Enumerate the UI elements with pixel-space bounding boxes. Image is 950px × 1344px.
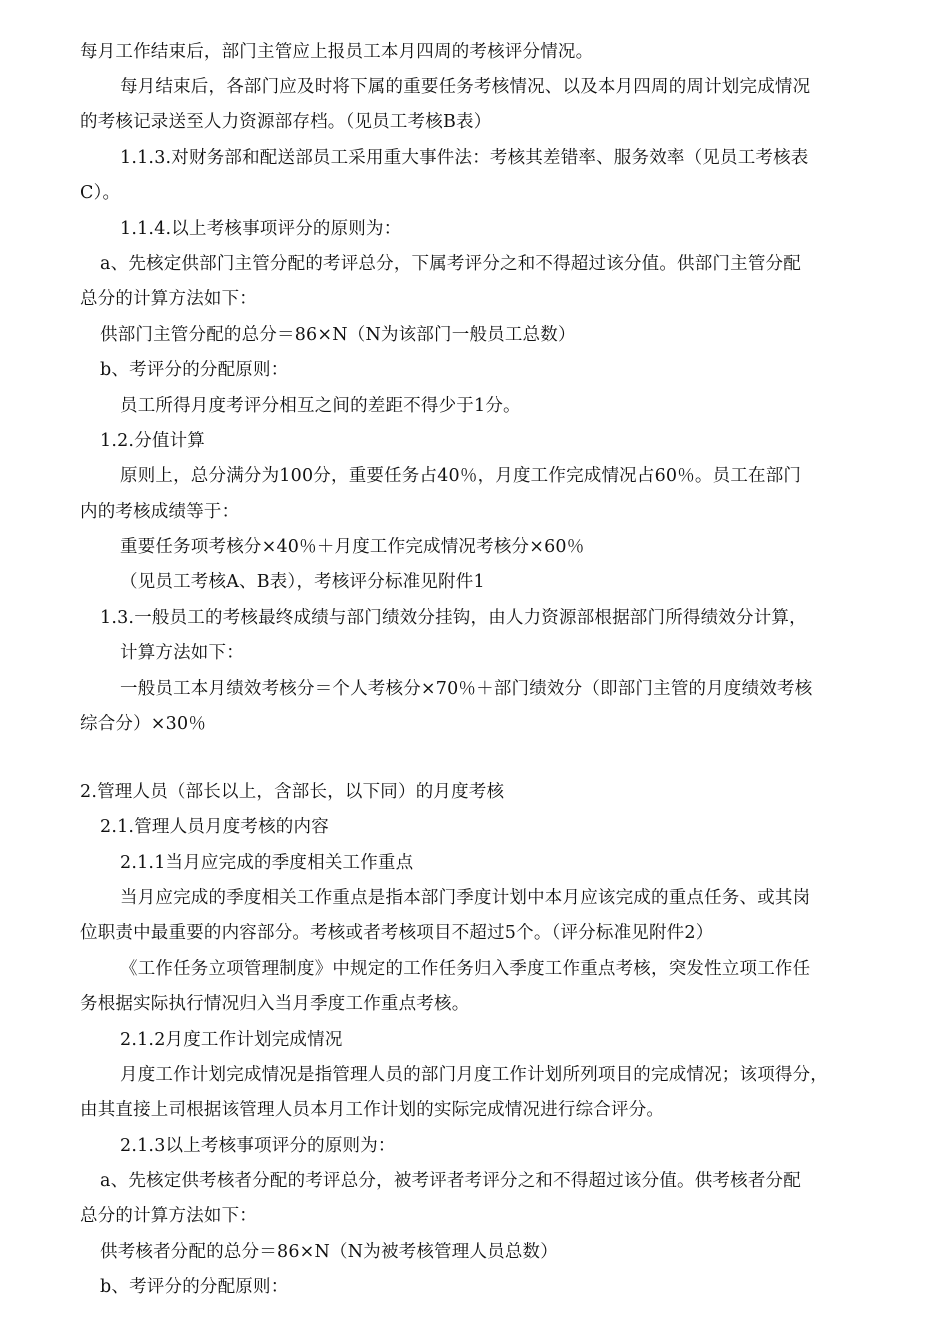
section-heading: 1.1.3.对财务部和配送部员工采用重大事件法：考核其差错率、服务效率（见员工考核表 bbox=[120, 148, 809, 168]
paragraph-line: 每月结束后，各部门应及时将下属的重要任务考核情况、以及本月四周的周计划完成情况 bbox=[120, 77, 811, 97]
paragraph-line: 原则上，总分满分为100分，重要任务占40％，月度工作完成情况占60％。员工在部门 bbox=[120, 466, 802, 486]
paragraph-line: 当月应完成的季度相关工作重点是指本部门季度计划中本月应该完成的重点任务、或其岗 bbox=[120, 888, 811, 908]
paragraph-line: 员工所得月度考评分相互之间的差距不得少于1分。 bbox=[120, 396, 521, 416]
list-item-a: a、先核定供考核者分配的考评总分，被考评者考评分之和不得超过该分值。供考核者分配 bbox=[100, 1171, 801, 1191]
paragraph-line: 总分的计算方法如下： bbox=[80, 289, 257, 309]
paragraph-line: 综合分）×30％ bbox=[80, 714, 207, 734]
paragraph-line: C）。 bbox=[80, 183, 121, 203]
paragraph-line: （见员工考核A、B表），考核评分标准见附件1 bbox=[120, 572, 485, 592]
section-heading: 1.1.4.以上考核事项评分的原则为： bbox=[120, 219, 402, 239]
chapter-heading: 2.管理人员（部长以上，含部长，以下同）的月度考核 bbox=[80, 782, 505, 802]
paragraph-line: 务根据实际执行情况归入当月季度工作重点考核。 bbox=[80, 994, 470, 1014]
formula-line: 重要任务项考核分×40％＋月度工作完成情况考核分×60％ bbox=[120, 537, 585, 557]
paragraph-line: 位职责中最重要的内容部分。考核或者考核项目不超过5个。（评分标准见附件2） bbox=[80, 923, 714, 943]
section-heading: 2.1.管理人员月度考核的内容 bbox=[100, 817, 329, 837]
section-heading: 2.1.3以上考核事项评分的原则为： bbox=[120, 1136, 396, 1156]
section-heading: 2.1.2月度工作计划完成情况 bbox=[120, 1030, 343, 1050]
paragraph-line: 由其直接上司根据该管理人员本月工作计划的实际完成情况进行综合评分。 bbox=[80, 1100, 665, 1120]
section-heading: 2.1.1当月应完成的季度相关工作重点 bbox=[120, 853, 414, 873]
paragraph-line: 每月工作结束后，部门主管应上报员工本月四周的考核评分情况。 bbox=[80, 42, 594, 62]
section-heading: 1.3.一般员工的考核最终成绩与部门绩效分挂钩，由人力资源部根据部门所得绩效分计算， bbox=[100, 608, 807, 628]
formula-line: 一般员工本月绩效考核分＝个人考核分×70％＋部门绩效分（即部门主管的月度绩效考核 bbox=[120, 679, 813, 699]
paragraph-line: 总分的计算方法如下： bbox=[80, 1206, 257, 1226]
paragraph-line: 内的考核成绩等于： bbox=[80, 502, 240, 522]
section-heading: 1.2.分值计算 bbox=[100, 431, 205, 451]
formula-line: 供部门主管分配的总分＝86×N（N为该部门一般员工总数） bbox=[100, 325, 576, 345]
list-item-b: b、考评分的分配原则： bbox=[100, 360, 289, 380]
paragraph-line: 《工作任务立项管理制度》中规定的工作任务归入季度工作重点考核，突发性立项工作任 bbox=[120, 959, 811, 979]
paragraph-line: 的考核记录送至人力资源部存档。（见员工考核B表） bbox=[80, 112, 492, 132]
formula-line: 供考核者分配的总分＝86×N（N为被考核管理人员总数） bbox=[100, 1242, 558, 1262]
list-item-b: b、考评分的分配原则： bbox=[100, 1277, 289, 1297]
list-item-a: a、先核定供部门主管分配的考评总分，下属考评分之和不得超过该分值。供部门主管分配 bbox=[100, 254, 801, 274]
paragraph-line: 月度工作计划完成情况是指管理人员的部门月度工作计划所列项目的完成情况；该项得分， bbox=[120, 1065, 828, 1085]
paragraph-line: 计算方法如下： bbox=[120, 643, 244, 663]
